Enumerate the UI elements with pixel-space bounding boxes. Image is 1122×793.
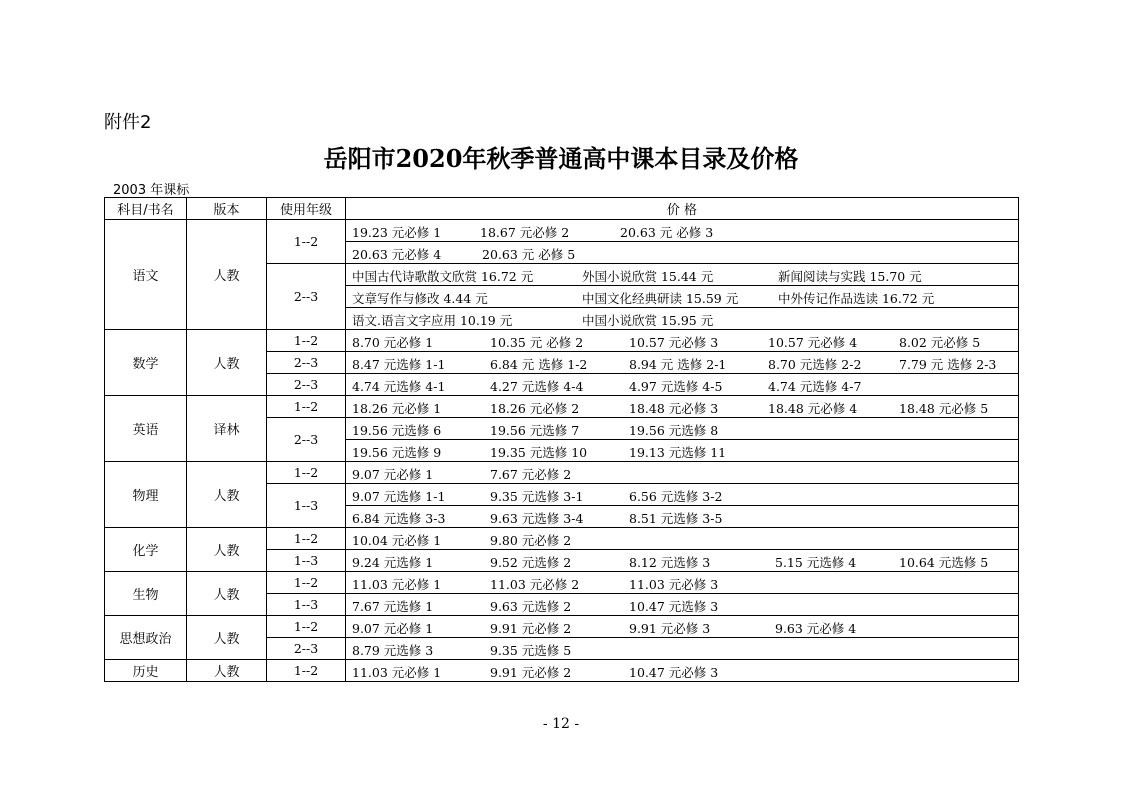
page-title: 岳阳市2020年秋季普通高中课本目录及价格	[323, 144, 799, 173]
price-cell	[346, 638, 1019, 660]
price-item: 中国古代诗歌散文欣赏 16.72 元	[352, 269, 534, 284]
price-cell	[346, 242, 1019, 264]
price-cell	[346, 484, 1019, 506]
price-item: 11.03 元必修 3	[629, 577, 719, 592]
price-item: 10.47 元必修 3	[629, 665, 719, 680]
table-row	[105, 330, 1019, 352]
price-cell	[346, 286, 1019, 308]
price-cell	[346, 330, 1019, 352]
price-item: 9.91 元必修 2	[490, 665, 572, 680]
price-cell	[346, 220, 1019, 242]
price-item: 5.15 元选修 4	[775, 555, 857, 570]
grade-cell: 2--3	[267, 352, 346, 374]
price-item: 6.56 元选修 3-2	[629, 489, 723, 504]
price-item: 19.56 元选修 6	[352, 423, 442, 438]
price-item: 9.24 元选修 1	[352, 555, 434, 570]
price-cell	[346, 572, 1019, 594]
price-item: 19.23 元必修 1	[352, 225, 442, 240]
header-price: 价 格	[346, 198, 1019, 220]
price-cell	[346, 506, 1019, 528]
price-cell	[346, 308, 1019, 330]
price-item: 9.07 元选修 1-1	[352, 489, 446, 504]
grade-cell: 1--2	[267, 462, 346, 484]
price-item: 18.26 元必修 2	[490, 401, 580, 416]
price-item: 19.56 元选修 9	[352, 445, 442, 460]
header-edition: 版本	[187, 198, 267, 220]
price-item: 20.63 元必修 4	[352, 247, 442, 262]
price-cell	[346, 550, 1019, 572]
price-item: 6.84 元 选修 1-2	[490, 357, 588, 372]
price-item: 新闻阅读与实践 15.70 元	[778, 269, 922, 284]
subject-history: 历史	[105, 660, 187, 682]
price-item: 4.74 元选修 4-7	[768, 379, 862, 394]
edition-cell: 译林	[187, 396, 267, 462]
price-item: 7.79 元 选修 2-3	[899, 357, 997, 372]
grade-cell: 1--3	[267, 484, 346, 528]
grade-cell: 2--3	[267, 638, 346, 660]
table-row	[105, 220, 1019, 242]
edition-cell: 人教	[187, 462, 267, 528]
price-cell	[346, 594, 1019, 616]
grade-cell: 2--3	[267, 264, 346, 330]
subject-physics: 物理	[105, 462, 187, 528]
table-row	[105, 572, 1019, 594]
price-item: 10.04 元必修 1	[352, 533, 442, 548]
table-row	[105, 462, 1019, 484]
price-item: 8.02 元必修 5	[899, 335, 981, 350]
price-item: 19.56 元选修 8	[629, 423, 719, 438]
price-item: 7.67 元必修 2	[490, 467, 572, 482]
grade-cell: 1--3	[267, 550, 346, 572]
price-item: 4.27 元选修 4-4	[490, 379, 584, 394]
subject-biology: 生物	[105, 572, 187, 616]
subject-english: 英语	[105, 396, 187, 462]
grade-cell: 1--2	[267, 220, 346, 264]
price-item: 8.94 元 选修 2-1	[629, 357, 727, 372]
grade-cell: 1--2	[267, 330, 346, 352]
price-item: 10.57 元必修 4	[768, 335, 858, 350]
price-item: 8.70 元必修 1	[352, 335, 434, 350]
edition-cell: 人教	[187, 660, 267, 682]
price-cell	[346, 528, 1019, 550]
price-item: 8.47 元选修 1-1	[352, 357, 446, 372]
grade-cell: 2--3	[267, 418, 346, 462]
price-item: 9.07 元必修 1	[352, 467, 434, 482]
table-row	[105, 528, 1019, 550]
price-item: 9.91 元必修 2	[490, 621, 572, 636]
price-item: 18.48 元必修 5	[899, 401, 989, 416]
price-item: 中国文化经典研读 15.59 元	[582, 291, 739, 306]
header-row	[105, 198, 1019, 220]
edition-cell: 人教	[187, 330, 267, 396]
price-item: 8.51 元选修 3-5	[629, 511, 723, 526]
edition-cell: 人教	[187, 528, 267, 572]
grade-cell: 1--2	[267, 616, 346, 638]
price-item: 18.26 元必修 1	[352, 401, 442, 416]
edition-cell: 人教	[187, 616, 267, 660]
price-item: 9.91 元必修 3	[629, 621, 711, 636]
price-item: 18.48 元必修 3	[629, 401, 719, 416]
subject-chinese: 语文	[105, 220, 187, 330]
table-row	[105, 616, 1019, 638]
price-cell	[346, 396, 1019, 418]
subject-politics: 思想政治	[105, 616, 187, 660]
price-item: 11.03 元必修 2	[490, 577, 580, 592]
price-item: 外国小说欣赏 15.44 元	[582, 269, 714, 284]
price-item: 9.63 元选修 2	[490, 599, 572, 614]
subject-math: 数学	[105, 330, 187, 396]
textbook-price-table	[104, 197, 1019, 682]
price-item: 9.63 元选修 3-4	[490, 511, 584, 526]
price-item: 11.03 元必修 1	[352, 577, 442, 592]
price-item: 18.48 元必修 4	[768, 401, 858, 416]
price-item: 20.63 元 必修 5	[482, 247, 576, 262]
curriculum-subtitle: 2003 年课标	[113, 183, 190, 198]
price-cell	[346, 418, 1019, 440]
header-grade: 使用年级	[267, 198, 346, 220]
price-item: 9.80 元必修 2	[490, 533, 572, 548]
header-subject: 科目/书名	[105, 198, 187, 220]
price-item: 8.79 元选修 3	[352, 643, 434, 658]
price-item: 中外传记作品选读 16.72 元	[778, 291, 935, 306]
grade-cell: 1--3	[267, 594, 346, 616]
price-item: 8.70 元选修 2-2	[768, 357, 862, 372]
price-item: 10.35 元 必修 2	[490, 335, 584, 350]
price-item: 9.52 元选修 2	[490, 555, 572, 570]
page-number: - 12 -	[542, 716, 580, 732]
price-item: 11.03 元必修 1	[352, 665, 442, 680]
grade-cell: 1--2	[267, 660, 346, 682]
table-row	[105, 396, 1019, 418]
price-cell	[346, 462, 1019, 484]
price-cell	[346, 616, 1019, 638]
price-item: 10.47 元选修 3	[629, 599, 719, 614]
price-item: 20.63 元 必修 3	[620, 225, 714, 240]
price-item: 9.35 元选修 5	[490, 643, 572, 658]
grade-cell: 1--2	[267, 528, 346, 550]
price-cell	[346, 352, 1019, 374]
price-item: 7.67 元选修 1	[352, 599, 434, 614]
price-item: 文章写作与修改 4.44 元	[352, 291, 488, 306]
price-item: 18.67 元必修 2	[480, 225, 570, 240]
attachment-label: 附件2	[104, 112, 152, 133]
table-row	[105, 660, 1019, 682]
grade-cell: 1--2	[267, 572, 346, 594]
price-cell	[346, 660, 1019, 682]
price-item: 19.13 元选修 11	[629, 445, 727, 460]
price-item: 19.56 元选修 7	[490, 423, 580, 438]
price-item: 9.07 元必修 1	[352, 621, 434, 636]
price-item: 19.35 元选修 10	[490, 445, 588, 460]
edition-cell: 人教	[187, 572, 267, 616]
price-cell	[346, 374, 1019, 396]
price-item: 10.64 元选修 5	[899, 555, 989, 570]
price-item: 10.57 元必修 3	[629, 335, 719, 350]
grade-cell: 2--3	[267, 374, 346, 396]
price-item: 8.12 元选修 3	[629, 555, 711, 570]
price-cell	[346, 264, 1019, 286]
edition-cell: 人教	[187, 220, 267, 330]
price-item: 9.35 元选修 3-1	[490, 489, 584, 504]
grade-cell: 1--2	[267, 396, 346, 418]
price-item: 4.97 元选修 4-5	[629, 379, 723, 394]
price-item: 中国小说欣赏 15.95 元	[582, 313, 714, 328]
price-item: 语文.语言文字应用 10.19 元	[352, 313, 513, 328]
price-item: 9.63 元必修 4	[775, 621, 857, 636]
subject-chemistry: 化学	[105, 528, 187, 572]
price-item: 4.74 元选修 4-1	[352, 379, 446, 394]
price-cell	[346, 440, 1019, 462]
price-item: 6.84 元选修 3-3	[352, 511, 446, 526]
